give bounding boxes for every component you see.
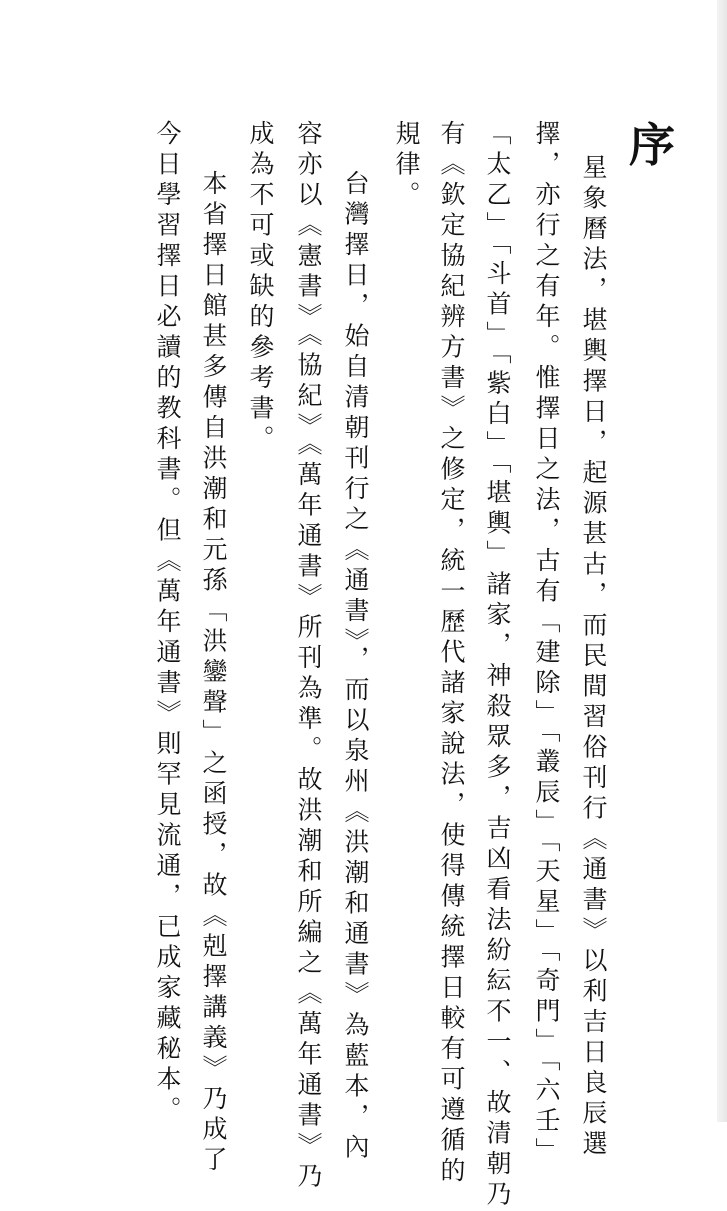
text-column-9: 本省擇日館甚多傳自洪潮和元孫「洪鑾聲」之函授，故《剋擇講義》乃成了 [199,170,228,1177]
preface-title: 序 [629,118,675,172]
text-column-8: 成為不可或缺的參考書。 [246,120,275,456]
page-edge [717,0,727,1122]
text-column-1: 星象曆法，堪輿擇日，起源甚古，而民間習俗刊行《通書》以利吉日良辰選 [579,154,608,1161]
text-column-4: 有《欽定協紀辨方書》之修定，統一歷代諸家說法，使得傳統擇日較有可遵循的 [437,120,466,1188]
text-column-2: 擇，亦行之有年。惟擇日之法，古有「建除」「叢辰」「天星」「奇門」「六壬」 [532,120,561,1168]
text-column-6: 台灣擇日，始自清朝刊行之《通書》，而以泉州《洪潮和通書》為藍本，內 [341,170,370,1164]
text-column-7: 容亦以《憲書》《協紀》《萬年通書》所刊為準。故洪潮和所編之《萬年通書》乃 [294,120,323,1193]
text-column-10: 今日學習擇日必讀的教科書。但《萬年通書》則罕見流通，已成家藏秘本。 [153,120,182,1127]
text-column-3: 「太乙」「斗首」「紫白」「堪輿」諸家，神殺眾多，吉凶看法紛紜不一、故清朝乃 [483,120,512,1211]
text-column-5: 規律。 [392,120,421,212]
